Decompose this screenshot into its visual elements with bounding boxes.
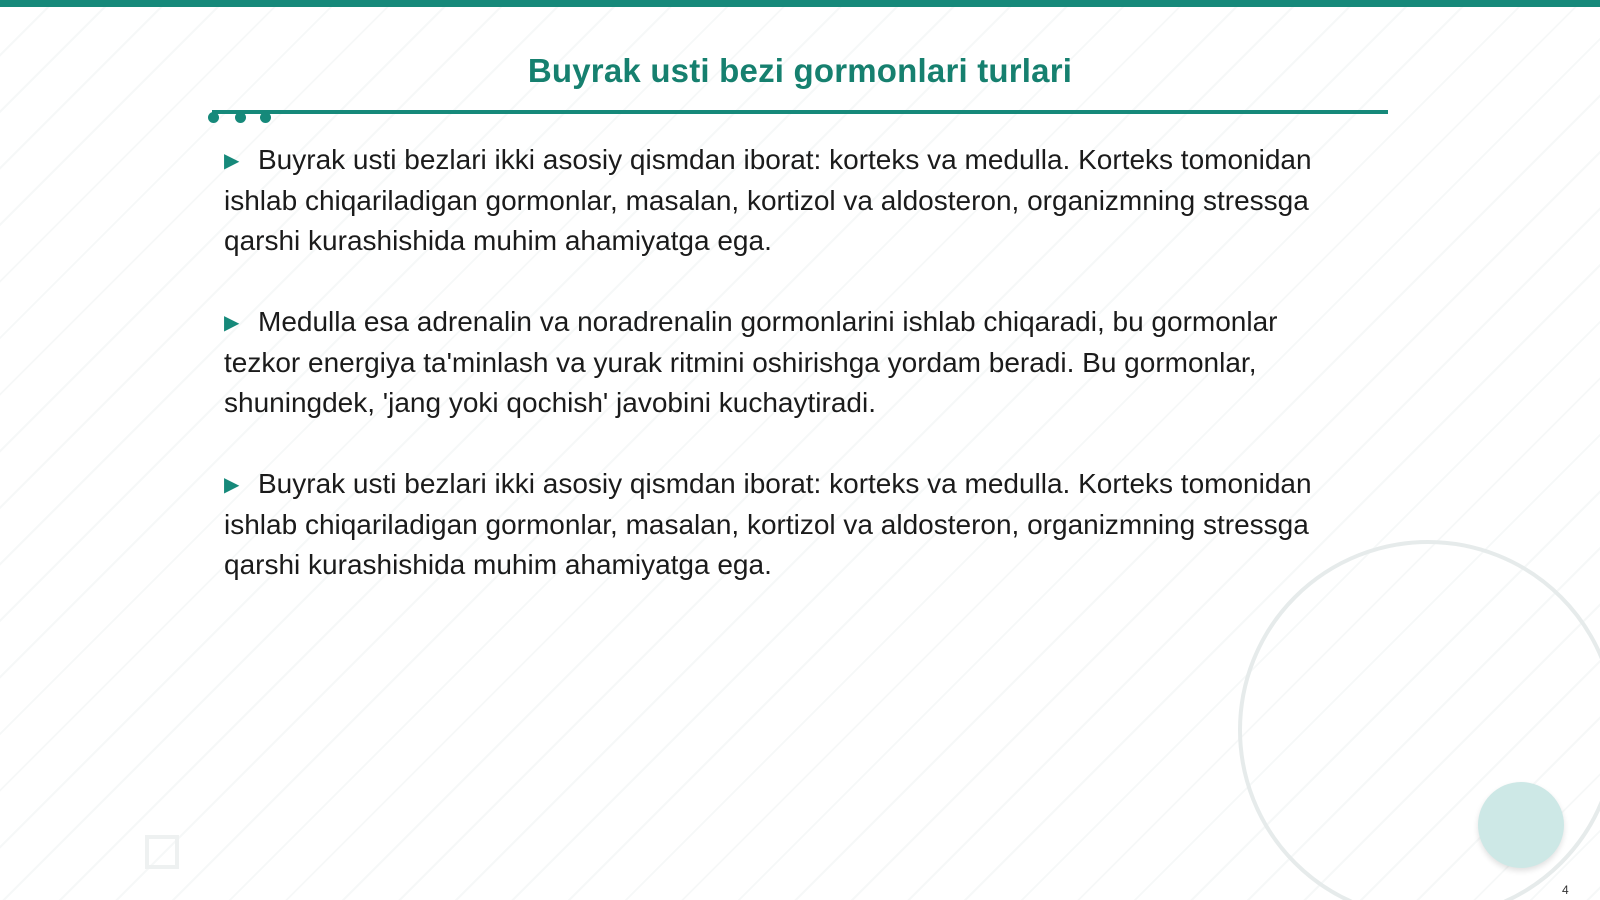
title-underline xyxy=(212,110,1388,114)
bullet-item xyxy=(224,464,1354,585)
triangle-right-icon: ▶ xyxy=(224,474,240,496)
decorative-disc xyxy=(1478,782,1564,868)
slide-title: Buyrak usti bezi gormonlari turlari xyxy=(527,52,1073,89)
bullet-text: Buyrak usti bezlari ikki asosiy qismdan iborat: korteks va medulla. Korteks tomonidan ishlab chiqariladigan gormonlar, masalan, kortizol va aldosteron, organizmning stressga qarshi kurashishida muhim ahamiyatga ega. xyxy=(224,144,1312,256)
bullet-item xyxy=(224,302,1354,423)
triangle-right-icon: ▶ xyxy=(224,312,240,334)
decorative-dot xyxy=(260,112,271,123)
decorative-dot xyxy=(235,112,246,123)
top-accent-bar xyxy=(0,0,1600,7)
page-number: 4 xyxy=(1562,883,1569,897)
decorative-square-outline xyxy=(145,835,179,869)
bullet-text: Medulla esa adrenalin va noradrenalin gormonlarini ishlab chiqaradi, bu gormonlar tezkor energiya ta'minlash va yurak ritmini oshirishga yordam beradi. Bu gormonlar, shuningdek, 'jang yoki qochish' javobini kuchaytiradi. xyxy=(224,306,1278,418)
bullet-list xyxy=(224,140,1354,626)
bullet-text: Buyrak usti bezlari ikki asosiy qismdan iborat: korteks va medulla. Korteks tomonidan ishlab chiqariladigan gormonlar, masalan, kortizol va aldosteron, organizmning stressga qarshi kurashishida muhim ahamiyatga ega. xyxy=(224,468,1312,580)
decorative-dot xyxy=(208,112,219,123)
bullet-item xyxy=(224,140,1354,261)
triangle-right-icon: ▶ xyxy=(224,150,240,172)
